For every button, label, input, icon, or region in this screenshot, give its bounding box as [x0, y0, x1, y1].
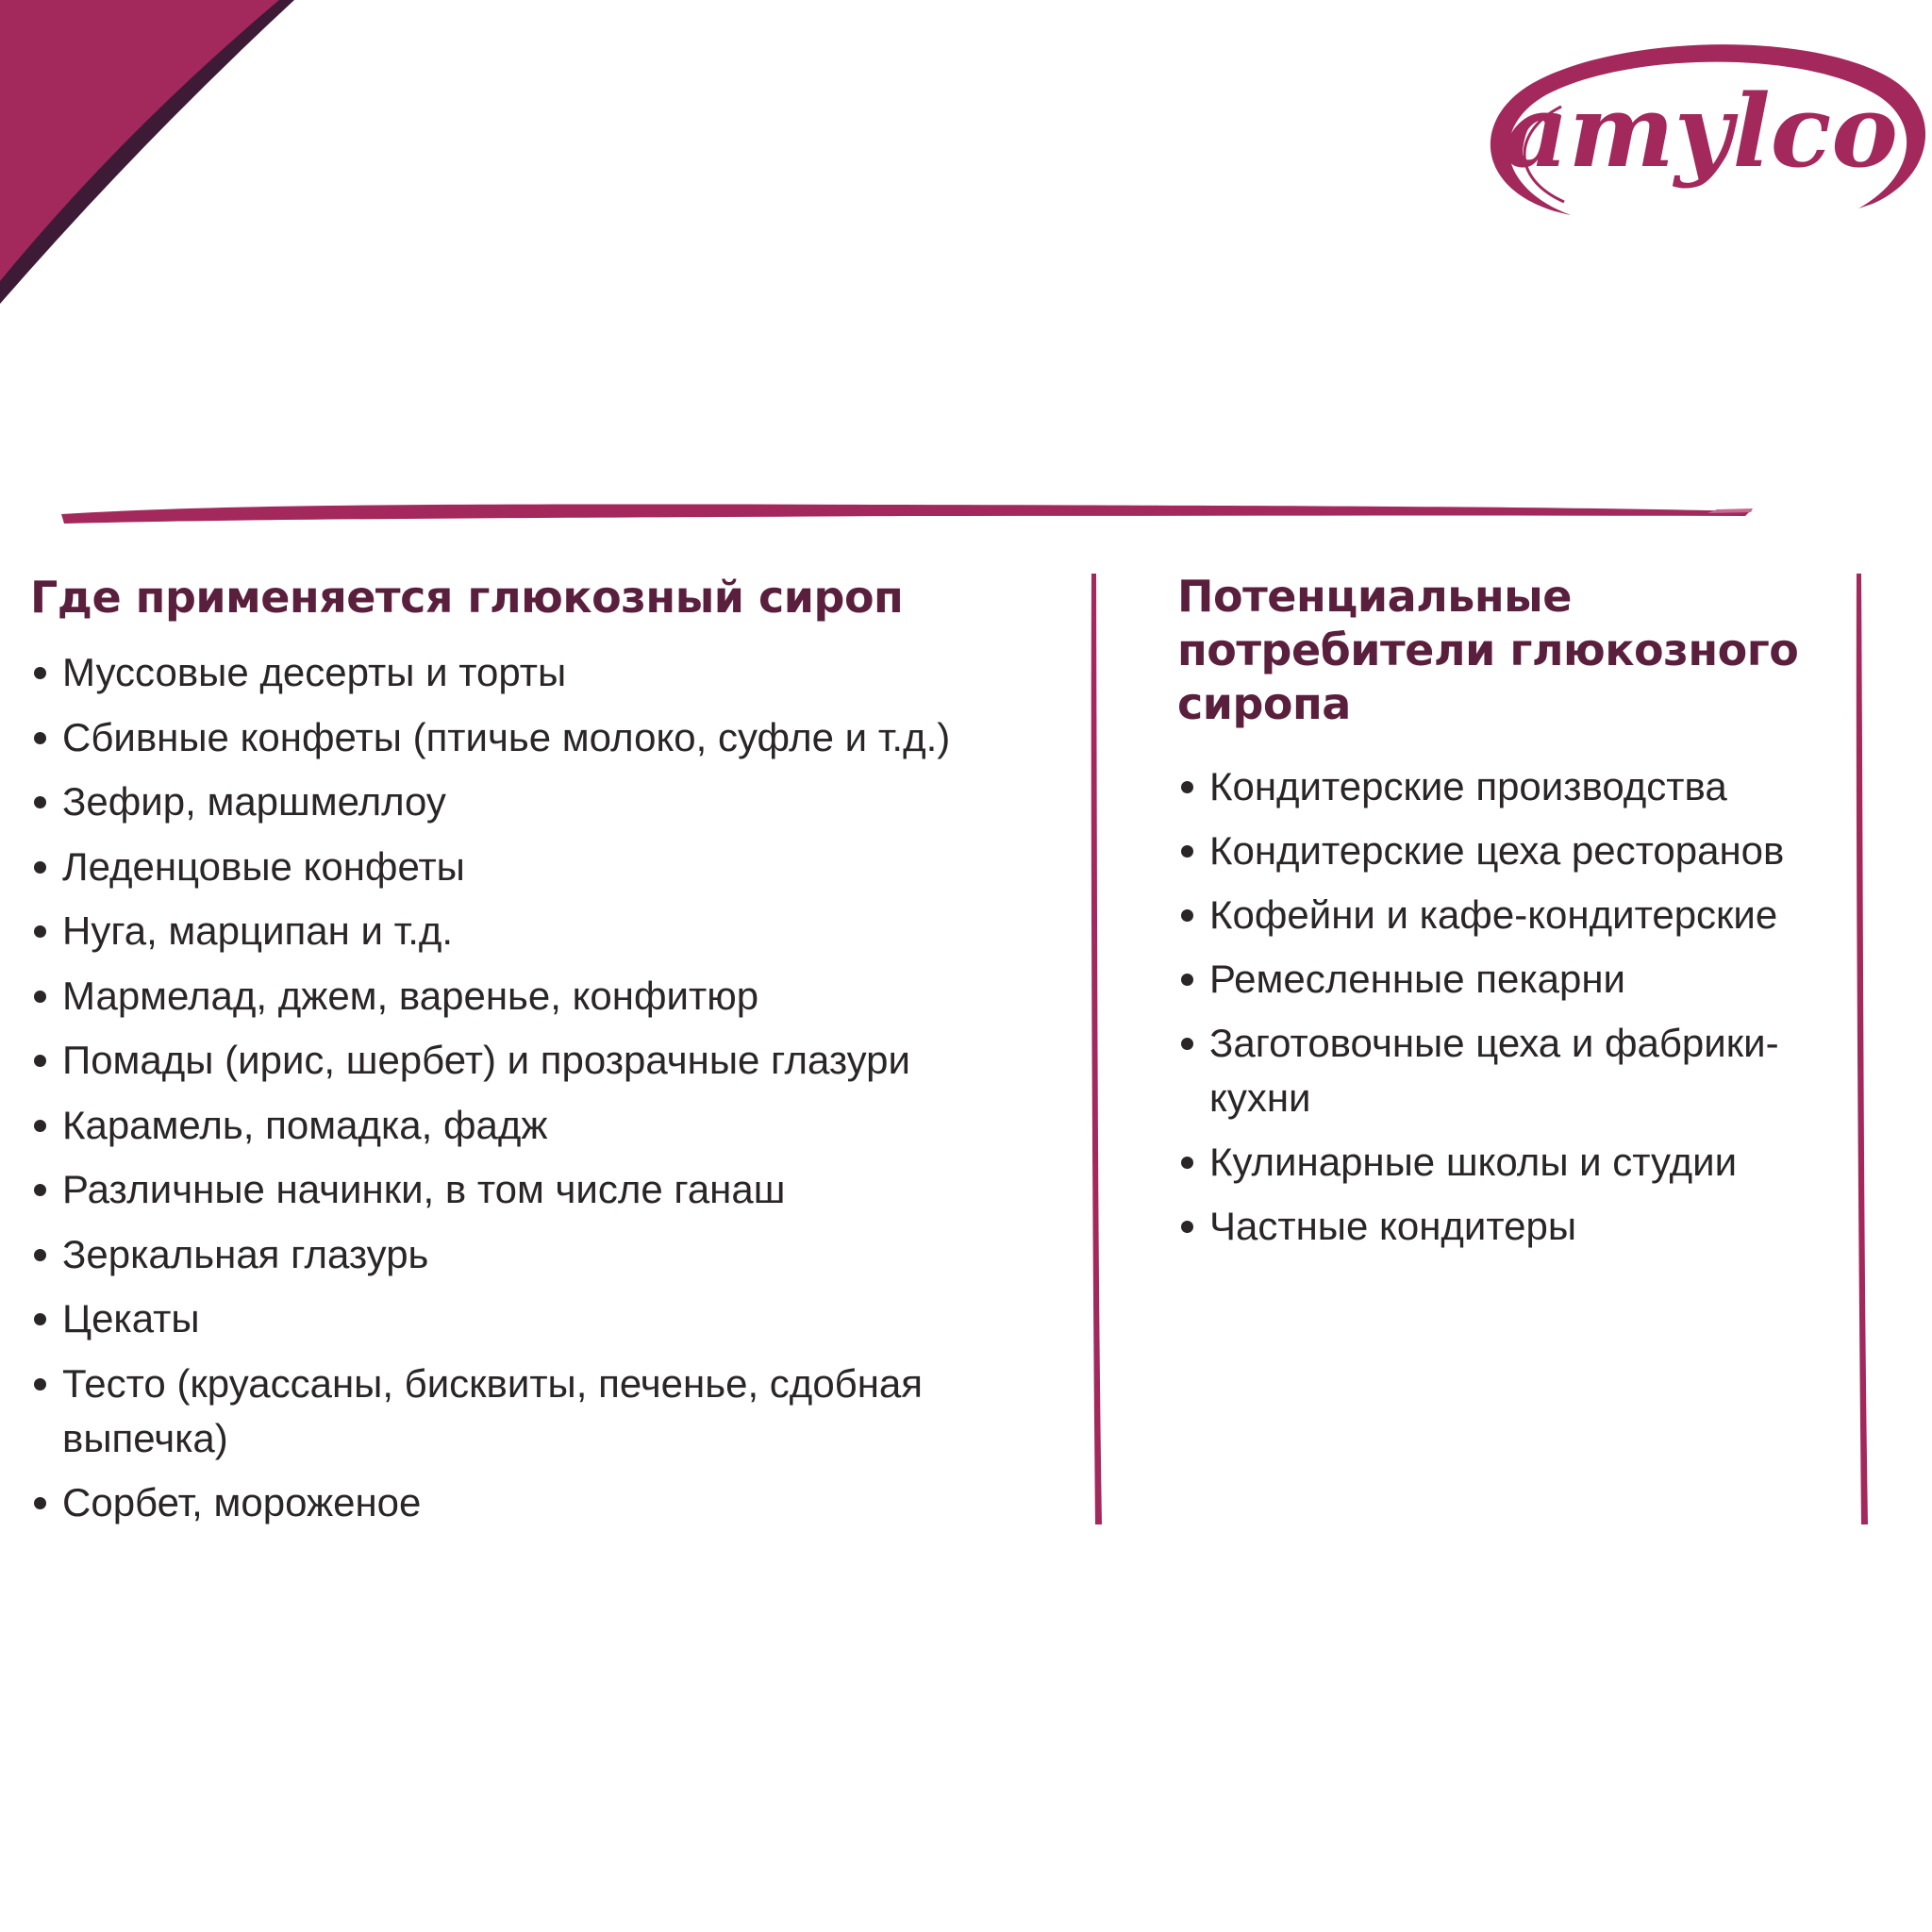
list-item: Муссовые десерты и торты: [30, 645, 1077, 700]
list-item: Различные начинки, в том числе ганаш: [30, 1162, 1077, 1217]
list-item: Кондитерские цеха ресторанов: [1177, 824, 1838, 878]
applications-list: [30, 645, 1077, 1530]
list-item: Нуга, марципан и т.д.: [30, 904, 1077, 958]
amylco-logo: [1457, 36, 1932, 225]
list-item: Сорбет, мороженое: [30, 1475, 1077, 1530]
horizontal-brush-divider: [57, 495, 1755, 527]
consumers-heading: Потенциальные потребители глюкозного сиропа: [1177, 571, 1799, 729]
list-item: Сбивные конфеты (птичье молоко, суфле и т.д.): [30, 710, 1077, 765]
list-item: Леденцовые конфеты: [30, 840, 1077, 894]
list-item: Зефир, маршмеллоу: [30, 774, 1077, 829]
list-item: Кондитерские производства: [1177, 759, 1838, 814]
list-item: Цекаты: [30, 1291, 1077, 1346]
left-column-brush-line: [1085, 574, 1108, 1524]
applications-column: [30, 570, 1077, 1541]
list-item: Тесто (круассаны, бисквиты, печенье, сдобная выпечка): [30, 1357, 1077, 1466]
corner-decoration: [0, 0, 321, 321]
consumers-list: [1177, 759, 1838, 1254]
list-item: Помады (ирис, шербет) и прозрачные глазури: [30, 1033, 1077, 1088]
list-item: Мармелад, джем, варенье, конфитюр: [30, 969, 1077, 1024]
list-item: Заготовочные цеха и фабрики-кухни: [1177, 1016, 1838, 1125]
list-item: Ремесленные пекарни: [1177, 952, 1838, 1007]
list-item: Частные кондитеры: [1177, 1199, 1838, 1254]
applications-heading: Где применяется глюкозный сироп: [30, 572, 904, 623]
list-item: Кофейни и кафе-кондитерские: [1177, 888, 1838, 942]
consumers-column: [1177, 570, 1838, 1263]
list-item: Зеркальная глазурь: [30, 1227, 1077, 1282]
logo-text: amylco: [1504, 72, 1898, 190]
right-column-brush-line: [1850, 574, 1873, 1524]
list-item: Карамель, помадка, фадж: [30, 1098, 1077, 1153]
list-item: Кулинарные школы и студии: [1177, 1135, 1838, 1190]
